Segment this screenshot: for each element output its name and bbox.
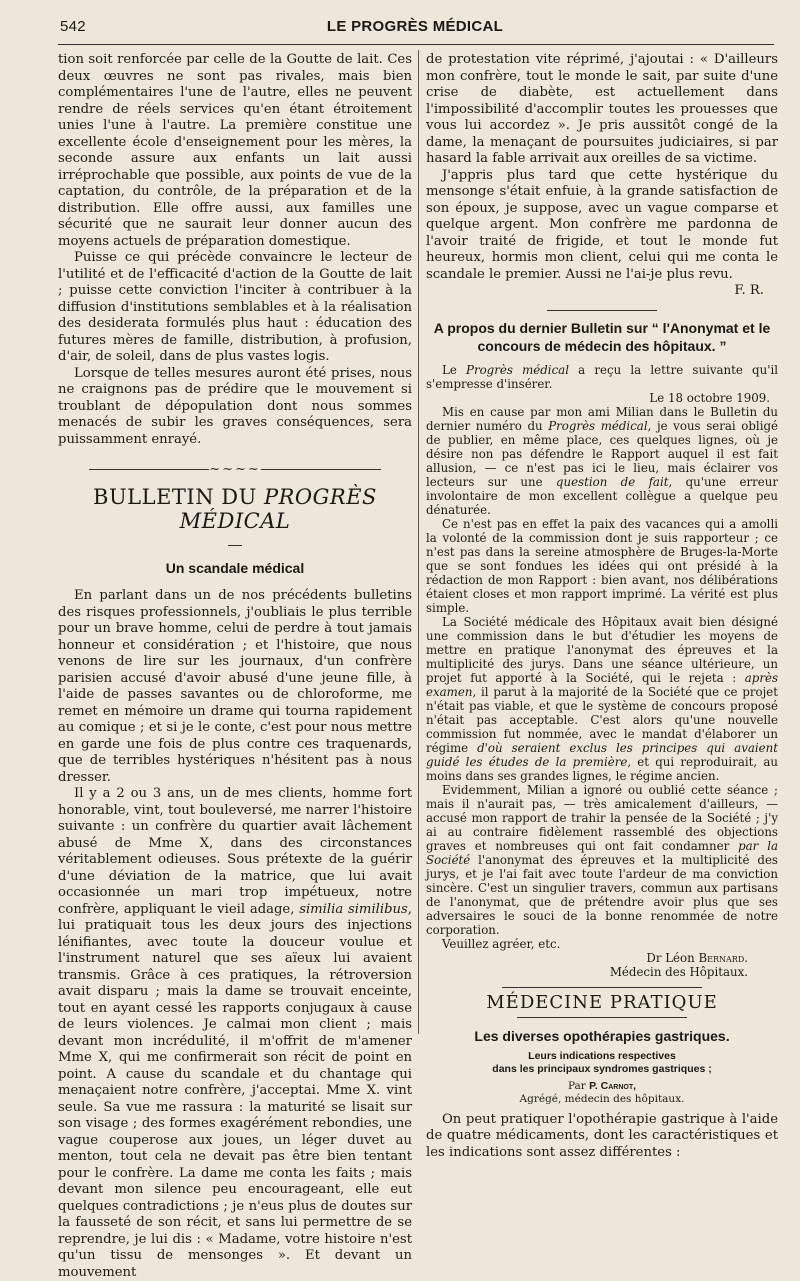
ornament-separator (58, 462, 412, 477)
apropos-title: A propos du dernier Bulletin sur “ l'Anonymat et le concours de médecin des hôpitaux. ” (433, 319, 771, 354)
paragraph: tion soit renforcée par celle de la Goutte de lait. Ces deux œuvres ne sont pas rivales, mais bien complémentaires l'une de l'autre, elles ne peuvent rendre de réels services qu'en étant étroitement unies l'une à l'autre. La première constitue une excellente école d'enseignement pour les mères, la seconde assure aux enfants un lait aussi irréprochable que possible, aux points de vue de la captation, du contrôle, de la préparation et de la distribution. Elle offre aussi, aux familles une sécurité que ne saurait leur donner aucun des moyens actuels de préparation domestique. (58, 52, 412, 249)
bulletin-title-italic: PROGRÈS MÉDICAL (179, 485, 377, 533)
left-column (58, 52, 412, 1280)
article-subtitle: Leurs indications respectives (528, 1049, 676, 1062)
title-dash (58, 535, 412, 554)
running-header (60, 18, 770, 42)
page-number: 542 (60, 18, 86, 35)
header-rule (58, 44, 774, 45)
paragraph: La Société médicale des Hôpitaux avait bien désigné une commission dans le but d'étudier les moyens de mettre en pratique l'anonymat des épreuves et la multiplicité des jurys. Dans une séance ultérieure, un projet fut apporté à la Société, qui le rejeta : après examen, il parut à la majorité de la Société que ce projet n'était pas viable, et que le système de concours proposé n'était pas acceptable. C'est alors qu'une nouvelle commission fut nommée, avec le mandat d'élaborer un régime d'où seraient exclus les principes qui avaient guidé les études de la première, et qui reproduirait, au moins dans ses grandes lignes, le régime ancien. (426, 614, 778, 783)
right-column (426, 52, 778, 1160)
author-affiliation: Agrégé, médecin des hôpitaux. (519, 1092, 685, 1105)
signature: F. R. (734, 283, 764, 298)
section-title: MÉDECINE PRATIQUE (486, 991, 718, 1013)
article-subtitle: dans les principaux syndromes gastriques ; (492, 1062, 712, 1075)
paragraph: de protestation vite réprimé, j'ajoutai : « D'ailleurs mon confrère, tout le monde le sait, par suite d'une crise de diabète, est actuellement dans l'impossibilité d'accomplir toutes les prouesses que vous lui accordez ». Je pris aussitôt congé de la dame, la menaçant de poursuites judiciaires, si par hasard la fable arrivait aux oreilles de sa victime. (426, 52, 778, 166)
bulletin-subtitle: Un scandale médical (165, 560, 305, 576)
paragraph: Puisse ce qui précède convaincre le lecteur de l'utilité et de l'efficacité d'action de la Goutte de lait ; puisse cette conviction l'inciter à contribuer à la diffusion d'institutions semblables et à la réalisation des desiderata formulés plus haut : éducation des futures mères de famille, distribution, à profusion, d'air, de soleil, dans de plus vastes logis. (58, 250, 412, 364)
paragraph: Mis en cause par mon ami Milian dans le Bulletin du dernier numéro du Progrès médical, je vous serai obligé de publier, en même place, ces quelques lignes, où je désire non pas défendre le Rapport auquel il est fait allusion, — ce n'est pas ici le lieu, mais éclairer vos lecteurs sur une question de fait, qu'une erreur involontaire de mon excellent collègue a quelque peu dénaturée. (426, 404, 778, 517)
paragraph: Il y a 2 ou 3 ans, un de mes clients, homme fort honorable, vint, tout bouleversé, me narrer l'histoire suivante : un confrère du quartier avait lâchement abusé de Mme X, dans des circonstances véritablement odieuses. Sous prétexte de la guérir d'une déviation de la matrice, que lui avait occasionnée un mari trop impétueux, notre confrère, appliquant le vieil adage, similia similibus, lui pratiquait tous les deux jours des injections lénifiantes, avec toute la douceur voulue et l'instrument naturel que ses aïeux lui avaient transmis. Grâce à ces pratiques, la rétroversion avait disparu ; mais la dame se trouvait enceinte, tout en ayant cessé les rapports conjugaux à cause de leurs violences. Je calmai mon client ; mais devant mon incrédulité, il m'offrit de m'amener Mme X, qui me confirmerait son récit de point en point. A cause du scandale et du chantage qui menaçaient notre confrère, j'acceptai. Mme X. vint seule. Sa vue me rassura : la maturité se lisait sur son visage ; des formes exagérément rebondies, une vague couperose aux joues, un léger duvet au menton, tout cela ne devait pas être bien tentant pour le confrère. La dame me conta les faits ; mais devant mon silence peu encourageant, elle eut quelques contradictions ; je n'eus plus de doutes sur la fausseté de son récit, et sans lui permettre de se reprendre, je lui dis : « Madame, votre histoire n'est qu'un tissu de mensonges ». Et devant un mouvement (58, 786, 412, 1280)
journal-title: LE PROGRÈS MÉDICAL (326, 18, 504, 35)
paragraph: En parlant dans un de nos précédents bulletins des risques professionnels, j'oubliais le plus terrible pour un brave homme, celui de perdre à tout jamais honneur et considération ; et l'histoire, que nous venons de lire sur les journaux, d'un confrère parisien accusé d'avoir abusé d'une jeune fille, à l'aide de passes savantes ou de chloroforme, me remet en mémoire un drame qui tourna rapidement au comique ; et si je le conte, c'est pour nous mettre en garde une fois de plus contre ces traquenards, que de terribles hystériques n'hésitent pas à nous dresser. (58, 588, 412, 785)
letter-date: Le 18 octobre 1909. (649, 390, 770, 405)
paragraph: Lorsque de telles mesures auront été prises, nous ne craignons pas de prédire que le mouvement si troublant de dépopulation dont nous sommes menacés de subir les graves conséquences, sera puissamment enrayé. (58, 365, 412, 447)
section-underline (517, 1017, 687, 1018)
column-rule (418, 50, 419, 1034)
article-title: Les diverses opothérapies gastriques. (474, 1027, 730, 1044)
paragraph: Ce n'est pas en effet la paix des vacances qui a amolli la volonté de la commission dont je suis rapporteur ; ce n'est pas dans la sereine atmosphère de Bruges-la-Morte que se sont fondues les idées qui ont présidé à la rédaction de mon Rapport : bien avant, nos délibérations étaient closes et mon rapport imprimé. La vérité est plus simple. (426, 516, 778, 615)
bulletin-title-main: BULLETIN DU (93, 485, 264, 509)
ornament-flourish: ~~~~ (209, 462, 261, 477)
letter-signature-title: Médecin des Hôpitaux. (609, 964, 748, 979)
paragraph: Le Progrès médical a reçu la lettre suivante qu'il s'empresse d'insérer. (426, 362, 778, 391)
letter-signature: Dr Léon Bernard. (646, 950, 748, 965)
section-rule (502, 987, 702, 988)
article-author: Par P. Carnot, (567, 1079, 637, 1092)
paragraph: Veuillez agréer, etc. (442, 936, 561, 951)
paragraph: On peut pratiquer l'opothérapie gastrique à l'aide de quatre médicaments, dont les caractéristiques et les indications sont assez différentes : (426, 1111, 778, 1160)
bulletin-title (58, 485, 412, 533)
paragraph: Evidemment, Milian a ignoré ou oublié cette séance ; mais il n'aurait pas, — très amicalement d'ailleurs, — accusé mon rapport de trahir la pensée de la Société ; j'y ai au contraire fidèlement rassemblé des objections graves et nombreuses qui ont fait condamner par la Société l'anonymat des épreuves et la multiplicité des jurys, et je l'ai fait avec toute l'ardeur de ma conviction sincère. C'est un singulier travers, commun aux partisans de l'anonymat, que de prétendre avoir plus que ses adversaires le souci de la bonne renommée de notre corporation. (426, 782, 778, 937)
paragraph: J'appris plus tard que cette hystérique du mensonge s'était enfuie, à la grande satisfaction de son époux, je suppose, avec un vague comparse et quelque argent. Mon confrère me pardonna de l'avoir traité de frigide, et tout le monde fut heureux, hormis mon client, celui qui me conta le scandale le premier. Aussi ne l'ai-je plus revu. (426, 167, 778, 282)
section-rule (547, 310, 657, 311)
